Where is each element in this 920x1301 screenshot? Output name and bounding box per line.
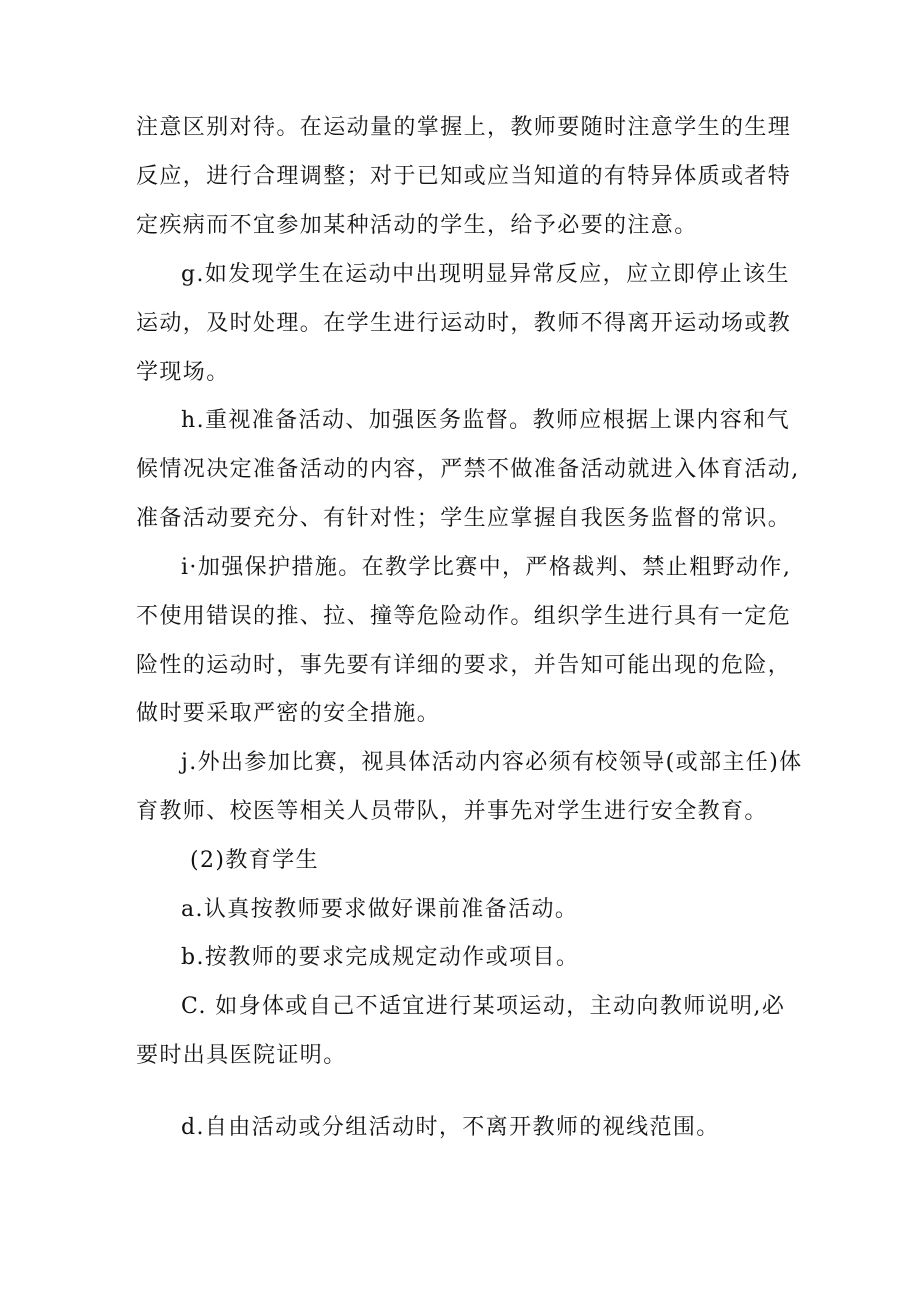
- paragraph-line: 险性的运动时，事先要有详细的要求，并告知可能出现的危险，: [136, 653, 792, 678]
- paragraph-line: 反应，进行合理调整；对于已知或应当知道的有特异体质或者特: [136, 164, 792, 189]
- paragraph-line: 育教师、校医等相关人员带队，并事先对学生进行安全教育。: [136, 799, 768, 824]
- item-c-line: C. 如身体或自己不适宜进行某项运动，主动向教师说明,必: [181, 994, 786, 1019]
- item-i-line: i·加强保护措施。在教学比赛中，严格裁判、禁止粗野动作,: [181, 555, 792, 580]
- paragraph-line: 学现场。: [136, 360, 230, 385]
- item-h-line: h.重视准备活动、加强医务监督。教师应根据上课内容和气: [181, 408, 790, 433]
- paragraph-line: 做时要采取严密的安全措施。: [136, 701, 441, 726]
- item-b-line: b.按教师的要求完成规定动作或项目。: [181, 945, 580, 970]
- item-d-line: d.自由活动或分组活动时，不离开教师的视线范围。: [181, 1115, 720, 1140]
- section-heading: (2)教育学生: [190, 848, 319, 873]
- item-g-line: g.如发现学生在运动中出现明显异常反应，应立即停止该生: [181, 262, 790, 287]
- paragraph-line: 注意区别对待。在运动量的掌握上，教师要随时注意学生的生理: [136, 115, 792, 140]
- paragraph-line: 不使用错误的推、拉、撞等危险动作。组织学生进行具有一定危: [136, 604, 792, 629]
- item-a-line: a.认真按教师要求做好课前准备活动。: [181, 897, 579, 922]
- paragraph-line: 定疾病而不宜参加某种活动的学生，给予必要的注意。: [136, 213, 698, 238]
- item-j-line: j.外出参加比赛，视具体活动内容必须有校领导(或部主任)体: [181, 750, 803, 775]
- paragraph-line: 准备活动要充分、有针对性；学生应掌握自我医务监督的常识。: [136, 506, 792, 531]
- paragraph-line: 运动，及时处理。在学生进行运动时，教师不得离开运动场或教: [136, 311, 792, 336]
- paragraph-line: 要时出具医院证明。: [136, 1043, 347, 1068]
- paragraph-line: 候情况决定准备活动的内容，严禁不做准备活动就进入体育活动,: [136, 457, 800, 482]
